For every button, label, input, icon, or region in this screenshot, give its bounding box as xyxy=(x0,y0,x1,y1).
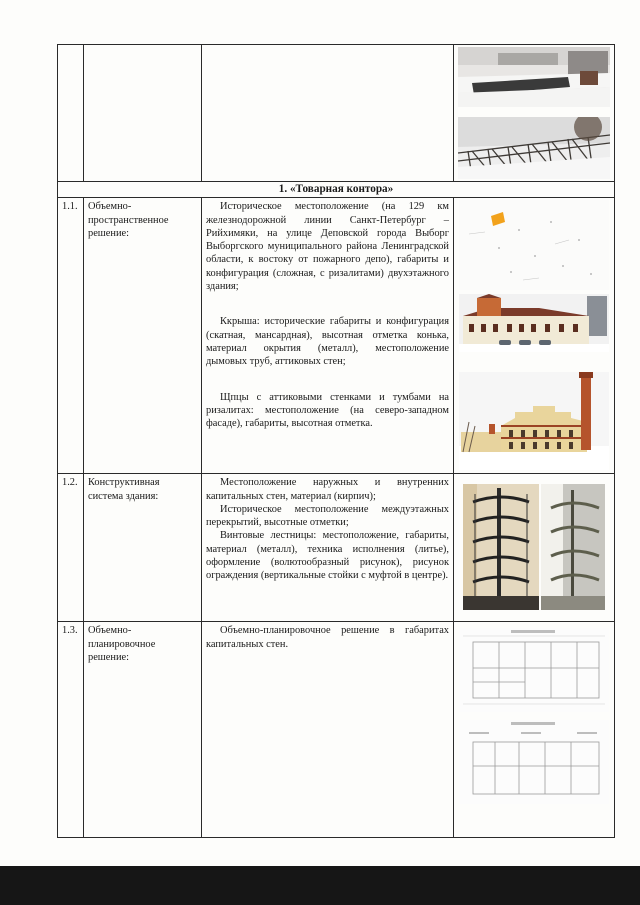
row-number: 1.2. xyxy=(58,474,84,622)
row-number: 1.1. xyxy=(58,198,84,474)
description-paragraph: Винтовые лестницы: местоположение, габариты, материал (металл), техника исполнения (литье), оформление (волютообразный рисунок), рисунок ограждения (вертикальные стойки с муфтой в центре). xyxy=(206,530,449,582)
railway-fence-photo xyxy=(458,117,610,179)
description-paragraph: Историческое местоположение (на 129 км железнодорожной линии Санкт-Петербург – Рийхимяки, на улице Деповской города Выборг Выборгского муниципального района Ленинградской области, к востоку от пожарного депо), габариты и конфигурация (сложная, с ризалитами) двухэтажного здания; xyxy=(206,201,449,293)
empty-cell xyxy=(84,45,202,182)
plan-sketch xyxy=(459,200,609,290)
row-name: Объемно-пространственное решение: xyxy=(84,198,202,474)
heritage-table xyxy=(57,44,615,838)
empty-cell xyxy=(58,45,84,182)
empty-cell xyxy=(202,45,454,182)
building-facade-photo xyxy=(459,294,609,352)
table-row xyxy=(58,198,615,474)
photo-cell xyxy=(454,45,615,182)
photo-cell xyxy=(454,622,615,838)
floor-plan-2 xyxy=(459,720,609,804)
description-paragraph: Объемно-планировочное решение в габаритах капитальных стен. xyxy=(206,625,449,650)
row-name: Объемно-планировочное решение: xyxy=(84,622,202,838)
section-header-row xyxy=(58,182,615,198)
description-paragraph: Историческое местоположение междуэтажных перекрытий, высотные отметки; xyxy=(206,503,449,529)
row-description xyxy=(202,622,454,838)
snow-covered-ramp-photo xyxy=(458,47,610,107)
photo-cell xyxy=(454,474,615,622)
table-row xyxy=(58,474,615,622)
description-paragraph: Ккрыша: исторические габариты и конфигурация (скатная, мансардная), высотная отметка конька, материал окрытия (металл), местоположение дымовых труб, аттиковых стен; xyxy=(206,316,449,368)
description-paragraph: Местоположение наружных и внутренних капитальных стен, материал (кирпич); xyxy=(206,477,449,502)
top-photo-row xyxy=(58,45,615,182)
row-name: Конструктивная система здания: xyxy=(84,474,202,622)
photo-cell xyxy=(454,198,615,474)
spiral-stair-photo-2 xyxy=(541,484,605,610)
floor-plan-1 xyxy=(459,628,609,712)
description-paragraph: Щпцы с аттиковыми стенками и тумбами на ризалитах: местоположение (на северо-западном фасаде), габариты, высотная отметка. xyxy=(206,391,449,430)
table-row xyxy=(58,622,615,838)
row-description xyxy=(202,474,454,622)
scan-bottom-edge xyxy=(0,866,640,905)
section-title: 1. «Товарная контора» xyxy=(58,182,615,198)
stepped-gable-photo xyxy=(459,372,609,470)
spiral-stair-photo-1 xyxy=(463,484,539,610)
row-number: 1.3. xyxy=(58,622,84,838)
row-description xyxy=(202,198,454,474)
